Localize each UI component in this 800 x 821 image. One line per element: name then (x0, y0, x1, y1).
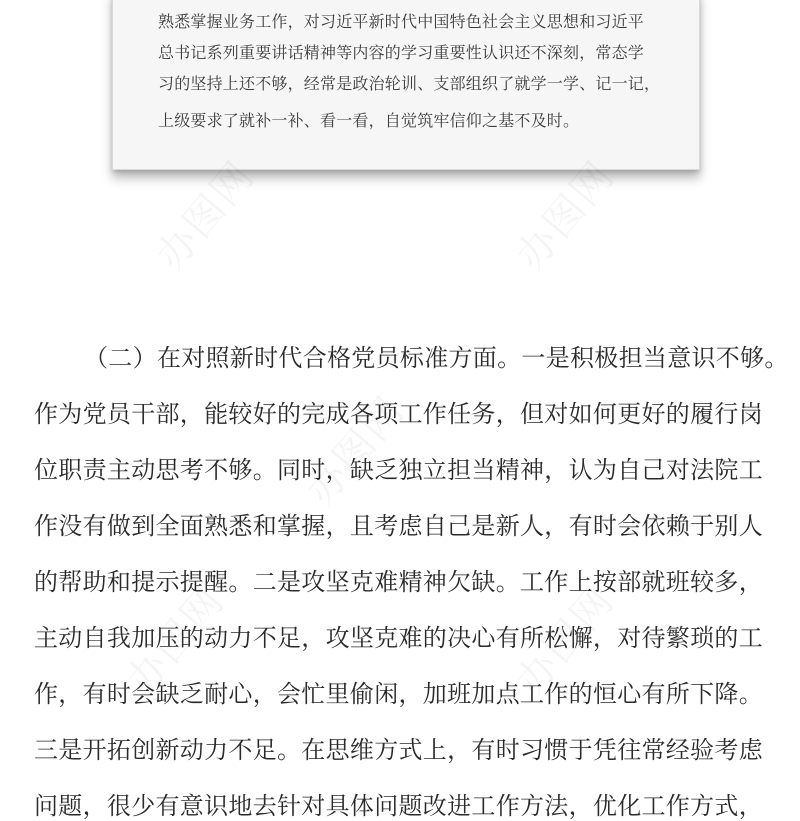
paragraph-line: 问题，很少有意识地去针对具体问题改进工作方法，优化工作方式， (34, 792, 763, 820)
paragraph-line: 位职责主动思考不够。同时，缺乏独立担当精神，认为自己对法院工 (34, 456, 763, 484)
card-line: 总书记系列重要讲话精神等内容的学习重要性认识还不深刻，常态学 (158, 43, 645, 62)
paragraph-line: 主动自我加压的动力不足，攻坚克难的决心有所松懈，对待繁琐的工 (34, 624, 763, 652)
paragraph-line: 作没有做到全面熟悉和掌握，且考虑自己是新人，有时会依赖于别人 (34, 512, 763, 540)
paragraph-line: 三是开拓创新动力不足。在思维方式上，有时习惯于凭往常经验考虑 (34, 736, 763, 764)
paragraph-line: 作为党员干部，能较好的完成各项工作任务，但对如何更好的履行岗 (34, 400, 763, 428)
card-line: 上级要求了就补一补、看一看，自觉筑牢信仰之基不及时。 (158, 111, 580, 130)
paragraph-line: 的帮助和提示提醒。二是攻坚克难精神欠缺。工作上按部就班较多， (34, 568, 763, 596)
card-line: 熟悉掌握业务工作，对习近平新时代中国特色社会主义思想和习近平 (158, 12, 645, 31)
paragraph-line: 作，有时会缺乏耐心，会忙里偷闲，加班加点工作的恒心有所下降。 (34, 680, 763, 708)
paragraph-line: （二）在对照新时代合格党员标准方面。一是积极担当意识不够。 (84, 344, 789, 372)
card-line: 习的坚持上还不够，经常是政治轮训、支部组织了就学一学、记一记， (158, 74, 661, 93)
